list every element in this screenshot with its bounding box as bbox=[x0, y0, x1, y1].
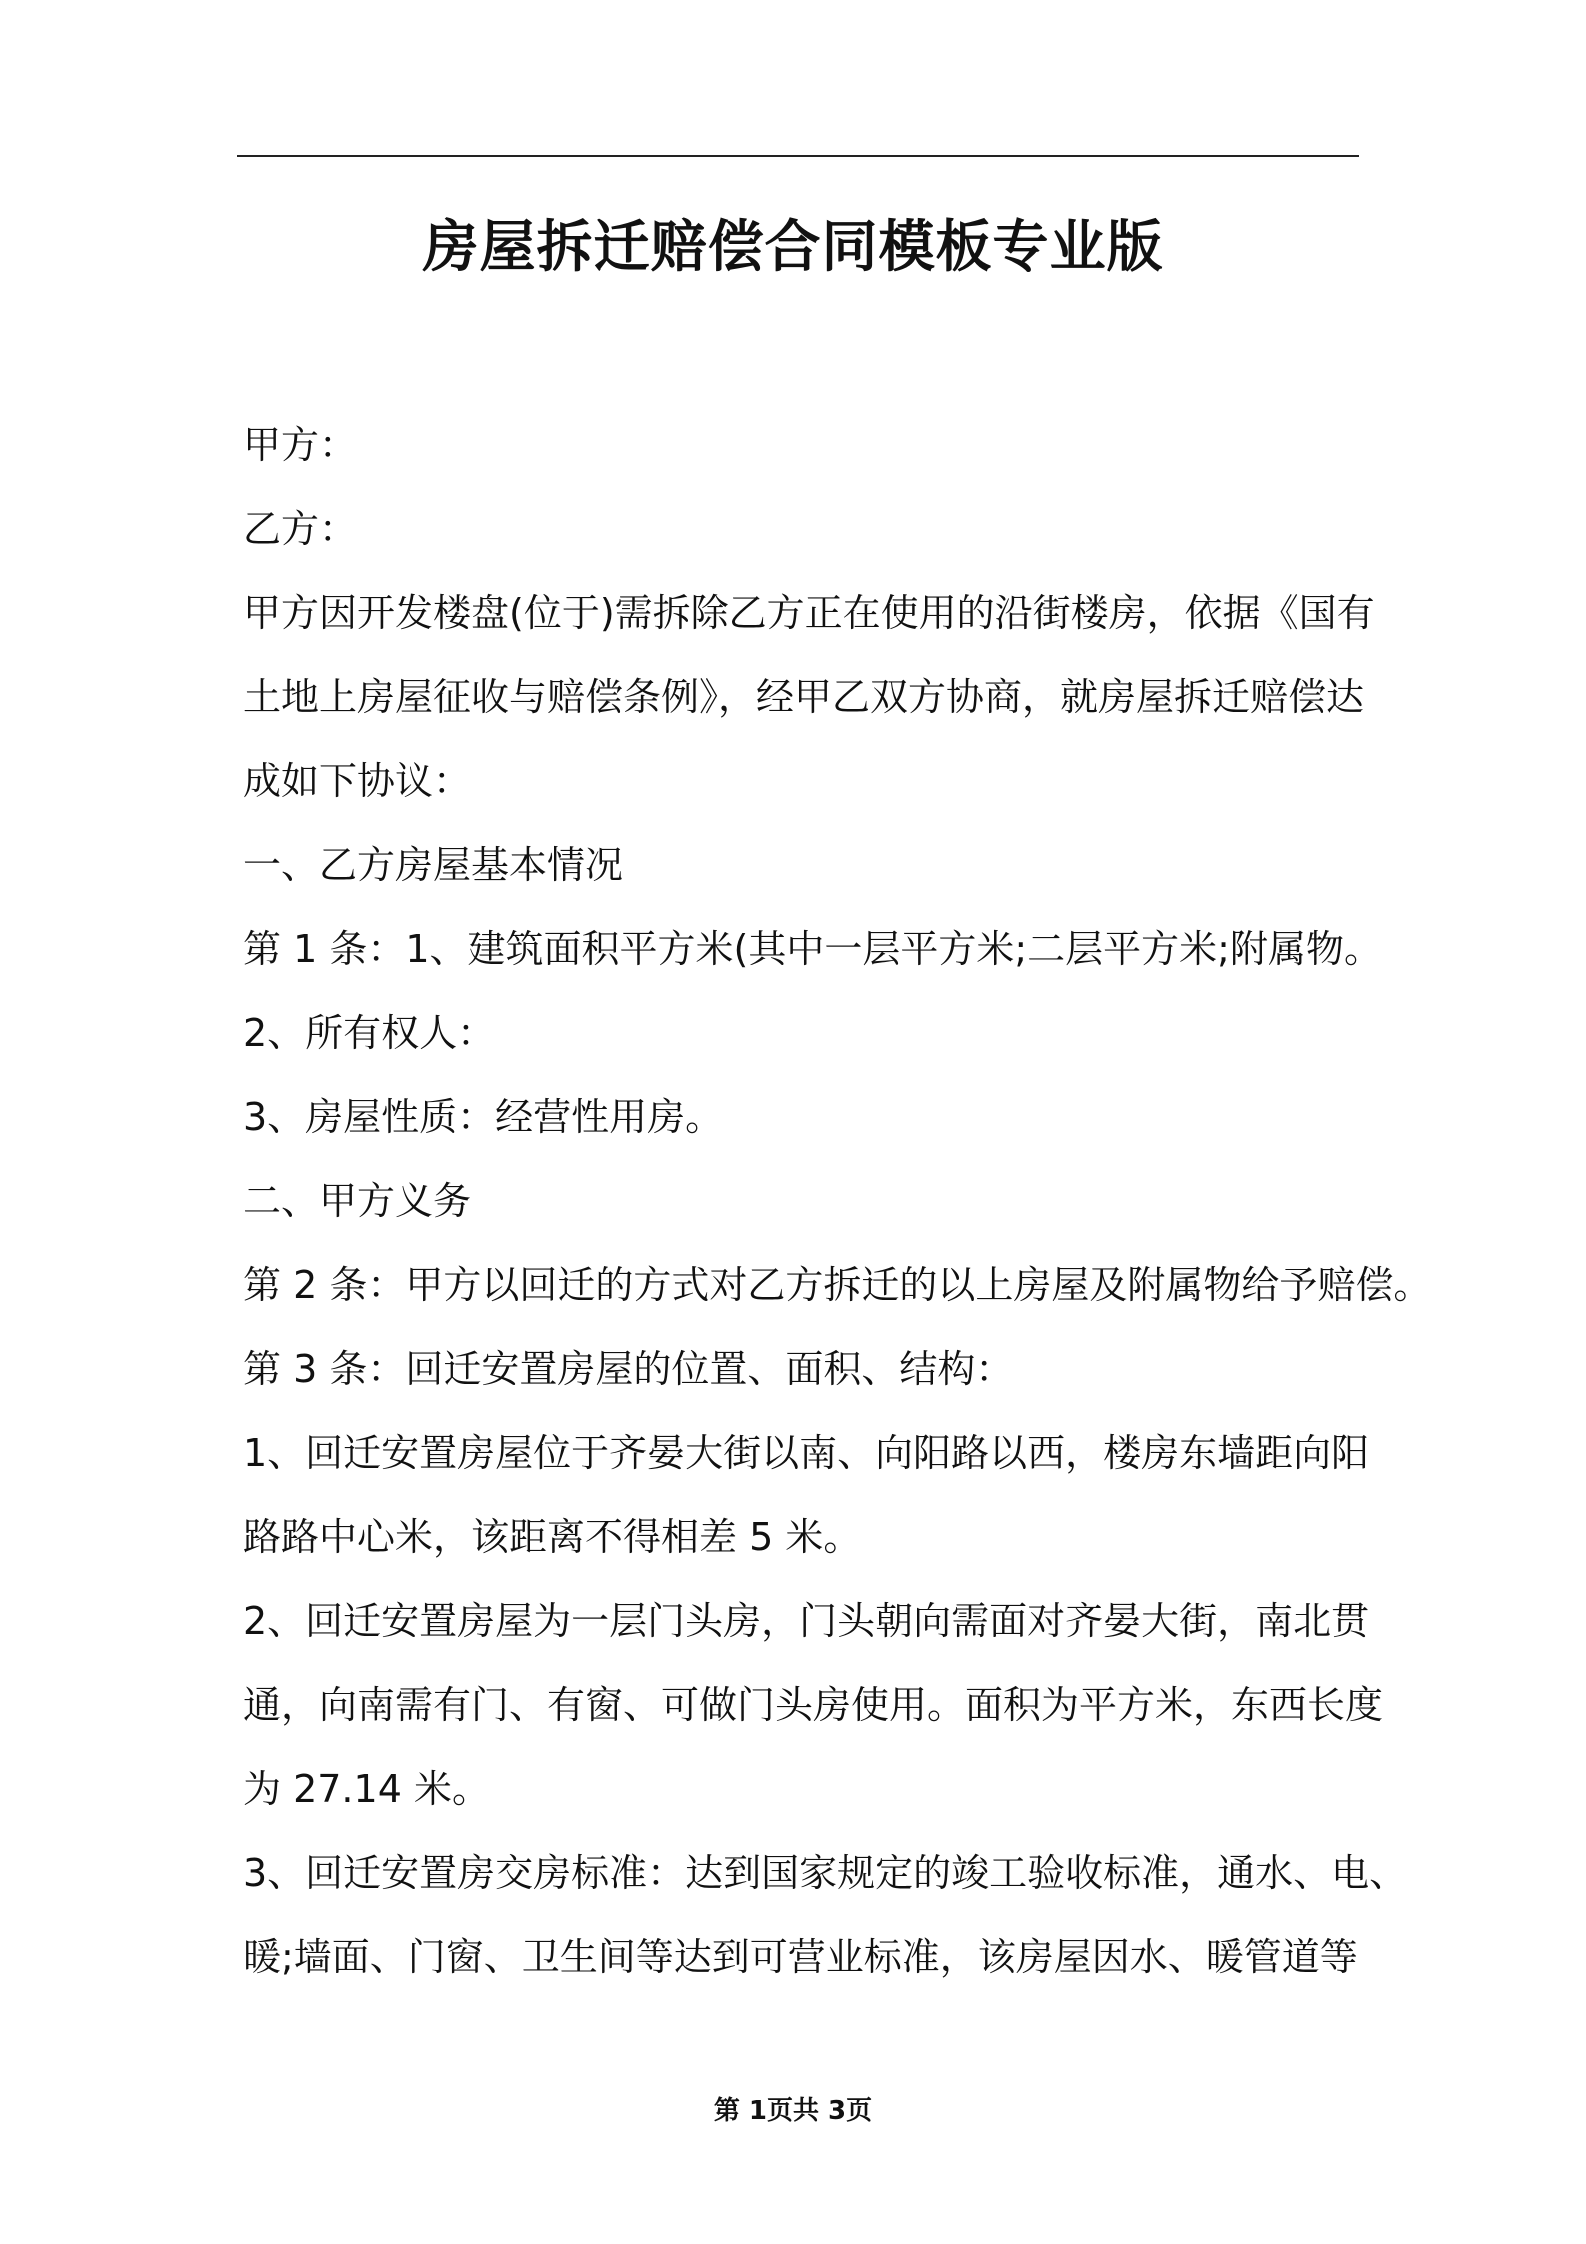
party-a-line: 甲方： bbox=[243, 423, 358, 467]
preamble-line: 成如下协议： bbox=[243, 759, 472, 803]
article-line: 第 2 条：甲方以回迁的方式对乙方拆迁的以上房屋及附属物给予赔偿。 bbox=[243, 1263, 1432, 1307]
clause-line: 3、回迁安置房交房标准：达到国家规定的竣工验收标准，通水、电、 bbox=[243, 1851, 1408, 1895]
clause-line: 1、回迁安置房屋位于齐晏大街以南、向阳路以西，楼房东墙距向阳 bbox=[243, 1431, 1370, 1475]
article-line: 第 3 条：回迁安置房屋的位置、面积、结构： bbox=[243, 1347, 1014, 1391]
clause-line: 路路中心米，该距离不得相差 5 米。 bbox=[243, 1515, 862, 1559]
clause-line: 2、回迁安置房屋为一层门头房，门头朝向需面对齐晏大街，南北贯 bbox=[243, 1599, 1370, 1643]
preamble-line: 土地上房屋征收与赔偿条例》，经甲乙双方协商，就房屋拆迁赔偿达 bbox=[243, 675, 1365, 719]
clause-line: 3、房屋性质：经营性用房。 bbox=[243, 1095, 724, 1139]
document-body bbox=[243, 403, 1432, 1999]
party-b-line: 乙方： bbox=[243, 507, 358, 551]
clause-line: 暖;墙面、门窗、卫生间等达到可营业标准，该房屋因水、暖管道等 bbox=[243, 1935, 1358, 1979]
clause-line: 通，向南需有门、有窗、可做门头房使用。面积为平方米，东西长度 bbox=[243, 1683, 1384, 1727]
section-heading: 一、乙方房屋基本情况 bbox=[243, 843, 624, 887]
section-heading: 二、甲方义务 bbox=[243, 1179, 472, 1223]
document-title: 房屋拆迁赔偿合同模板专业版 bbox=[422, 215, 1164, 280]
preamble-line: 甲方因开发楼盘(位于)需拆除乙方正在使用的沿街楼房，依据《国有 bbox=[243, 591, 1375, 635]
page-footer: 第 1页共 3页 bbox=[713, 2096, 873, 2126]
article-line: 第 1 条：1、建筑面积平方米(其中一层平方米;二层平方米;附属物。 bbox=[243, 927, 1382, 971]
clause-line: 为 27.14 米。 bbox=[243, 1767, 490, 1811]
clause-line: 2、所有权人： bbox=[243, 1011, 496, 1055]
header-rule bbox=[237, 155, 1359, 157]
